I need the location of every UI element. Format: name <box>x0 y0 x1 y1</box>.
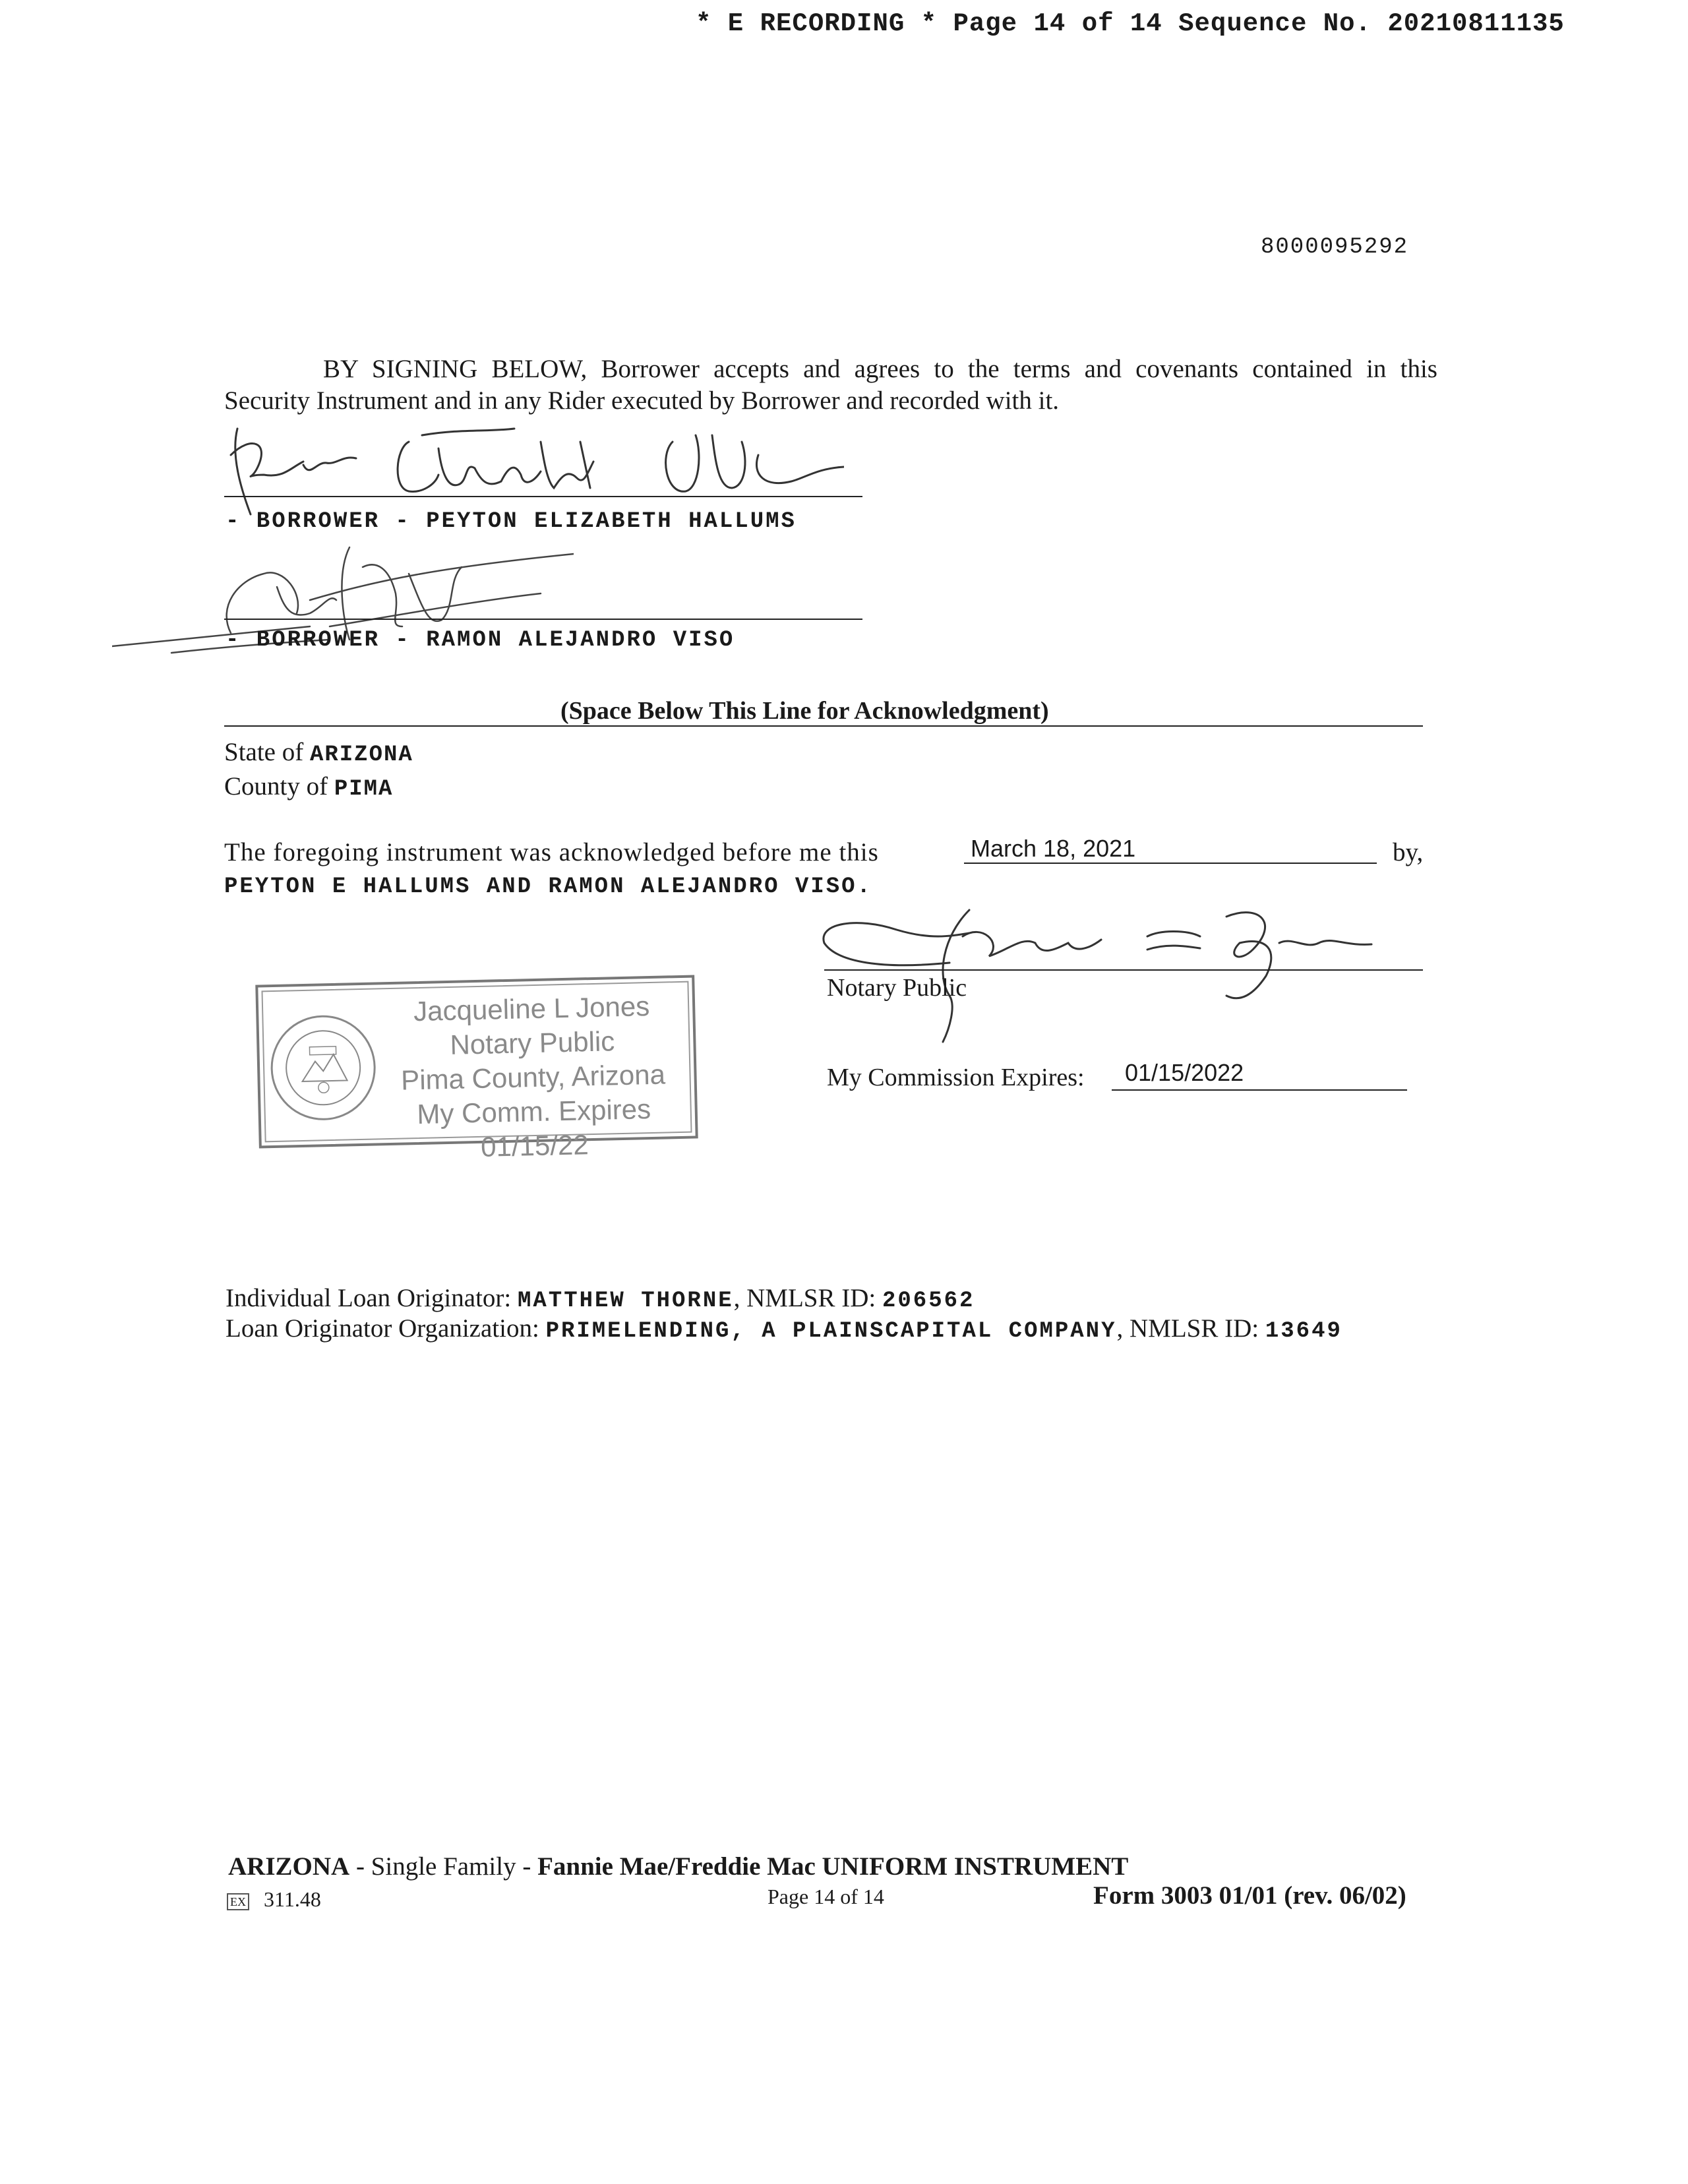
form-code-icon: EX <box>227 1893 249 1910</box>
arizona-state-seal-icon <box>270 1016 375 1120</box>
footer-code <box>227 1887 321 1912</box>
county-line <box>224 772 393 802</box>
notary-signature-line <box>824 969 1423 971</box>
notary-stamp <box>254 973 700 1163</box>
notary-public-label: Notary Public <box>827 974 967 1002</box>
commission-expires-date: 01/15/2022 <box>1125 1059 1244 1086</box>
stamp-notary-title: Notary Public <box>449 1025 615 1060</box>
stamp-notary-expires: My Comm. Expires 01/15/22 <box>416 1093 651 1163</box>
borrower2-signature-line <box>224 619 862 620</box>
organization-nmlsr-label: , NMLSR ID: <box>1116 1314 1259 1343</box>
signing-paragraph-line-2: Security Instrument and in any Rider executed by Borrower and recorded with it. <box>224 386 1060 415</box>
acknowledged-names: PEYTON E HALLUMS AND RAMON ALEJANDRO VISO. <box>224 874 872 899</box>
county-value: PIMA <box>334 777 394 802</box>
notary-stamp-text <box>386 988 680 1167</box>
borrower1-signature <box>211 415 844 521</box>
acknowledgment-by: by, <box>1393 838 1424 866</box>
individual-originator-line <box>226 1283 975 1314</box>
organization-originator-label: Loan Originator Organization: <box>226 1314 539 1343</box>
acknowledgment-date: March 18, 2021 <box>971 835 1136 862</box>
acknowledgment-sentence: The foregoing instrument was acknowledged before me this <box>224 838 879 866</box>
organization-originator-line <box>226 1314 1342 1344</box>
individual-originator-name: MATTHEW THORNE <box>517 1289 734 1314</box>
state-value: ARIZONA <box>309 743 413 768</box>
footer-form-number: Form 3003 01/01 (rev. 06/02) <box>1093 1881 1406 1910</box>
county-prefix: County of <box>224 772 328 801</box>
borrower1-label: - BORROWER - PEYTON ELIZABETH HALLUMS <box>226 509 797 534</box>
acknowledgment-heading: (Space Below This Line for Acknowledgment) <box>555 696 1054 725</box>
footer-title <box>228 1852 1128 1881</box>
individual-originator-label: Individual Loan Originator: <box>226 1284 512 1312</box>
individual-nmlsr-label: , NMLSR ID: <box>733 1284 876 1312</box>
signing-paragraph-line-1: BY SIGNING BELOW, Borrower accepts and agrees to the terms and covenants contained in this <box>323 355 1437 383</box>
acknowledgment-date-line <box>964 863 1377 864</box>
state-line <box>224 737 413 768</box>
individual-nmlsr-id: 206562 <box>882 1289 975 1314</box>
signing-paragraph <box>224 353 1437 417</box>
stamp-notary-location: Pima County, Arizona <box>400 1058 666 1096</box>
footer-state: ARIZONA <box>228 1852 350 1881</box>
borrower2-label: - BORROWER - RAMON ALEJANDRO VISO <box>226 628 735 653</box>
commission-date-line <box>1112 1089 1407 1091</box>
borrower1-signature-line <box>224 496 862 497</box>
organization-originator-name: PRIMELENDING, A PLAINSCAPITAL COMPANY <box>545 1319 1117 1344</box>
loan-number: 8000095292 <box>1261 235 1409 260</box>
commission-expires-label: My Commission Expires: <box>827 1064 1085 1091</box>
footer-code-value: 311.48 <box>264 1887 321 1911</box>
state-prefix: State of <box>224 738 304 766</box>
organization-nmlsr-id: 13649 <box>1265 1319 1342 1344</box>
footer-page-number: Page 14 of 14 <box>768 1885 884 1908</box>
stamp-notary-name: Jacqueline L Jones <box>413 990 650 1027</box>
footer-middle: - Single Family - <box>349 1852 538 1881</box>
acknowledgment-divider <box>224 725 1423 727</box>
notary-signature <box>818 897 1385 1048</box>
footer-instrument: Fannie Mae/Freddie Mac UNIFORM INSTRUMENT <box>537 1852 1129 1881</box>
recording-banner: * E RECORDING * Page 14 of 14 Sequence No. 20210811135 <box>696 9 1565 38</box>
